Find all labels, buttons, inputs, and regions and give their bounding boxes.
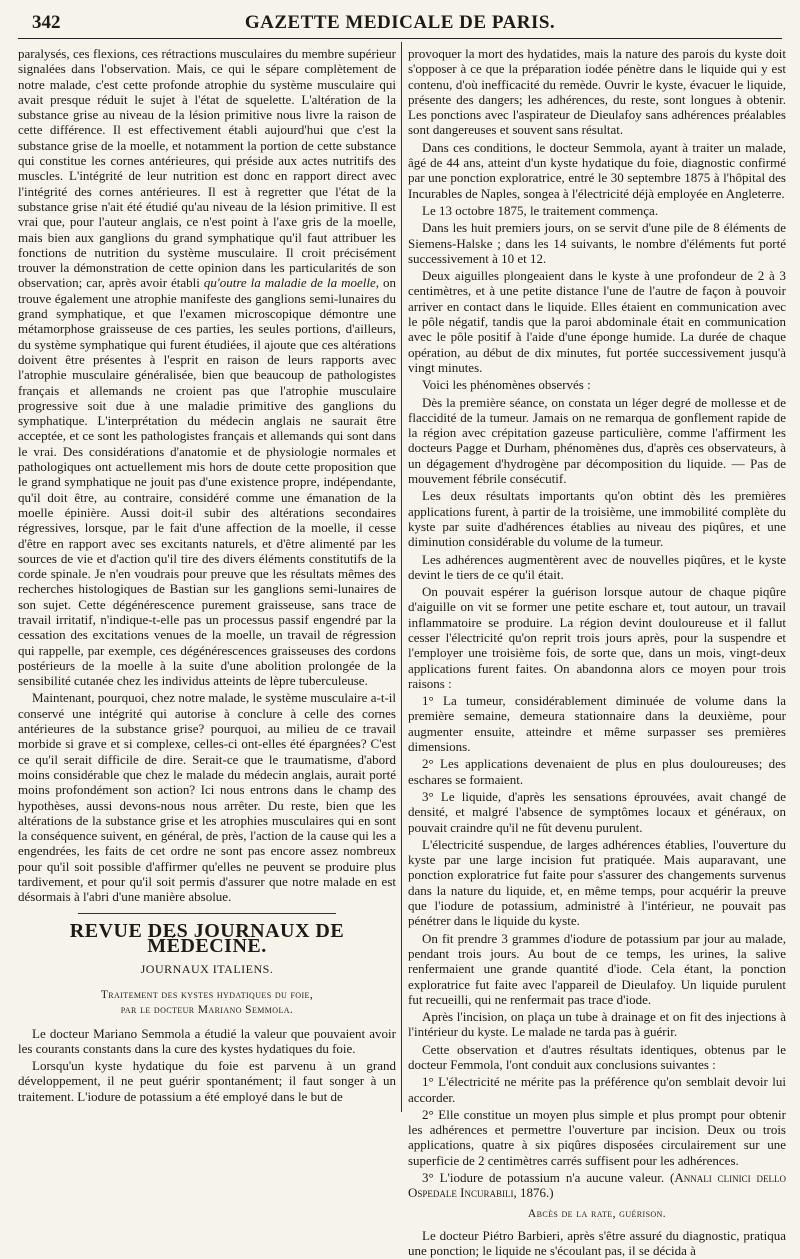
article-paragraph: On pouvait espérer la guérison lorsque autour de chaque piqûre d'aiguille on vit se former une petite eschare et, tout autour, un travail inflammatoire se produire. La région devint douloureuse et il fallut cesser l'électricité qu'on reprit trois jours après, pour la suspendre et l'employer une troisième fois, de sorte que, dans un mois, vingt-deux applications furent faites. On abandonna alors ce moyen pour trois raisons : [408,584,786,691]
article-paragraph: Dans ces conditions, le docteur Semmola, ayant à traiter un malade, âgé de 44 ans, atteint d'un kyste hydatique du foie, diagnostic confirmé par une ponction exploratrice, entré le 30 septembre 1875 à l'hôpital des Incurables de Naples, songea à l'électricité déjà employée en Angleterre. [408,139,786,201]
article-paragraph: Les adhérences augmentèrent avec de nouvelles piqûres, et le kyste devint le tiers de ce qu'il était. [408,551,786,582]
italic-quote: qu'outre la maladie de la moelle [203,275,376,291]
article-paragraph: L'électricité suspendue, de larges adhérences établies, l'ouverture du kyste par une large incision fut pratiquée. Mais auparavant, une ponction exploratrice fut faite pour s'assurer des changements survenus dans la nature du liquide, et, en même temps, pour acquérir la preuve que l'iodure de potassium, administré à l'intérieur, ne pouvait pas pénétrer dans le liquide du kyste. [408,836,786,929]
left-column [18,46,396,1112]
section-subheading: JOURNAUX ITALIENS. [140,962,274,977]
right-column [408,46,786,1259]
article-title: Abcès de la rate, guérison. [527,1207,667,1220]
article-paragraph: Maintenant, pourquoi, chez notre malade, le système musculaire a-t-il conservé une intégrité qui autorise à conclure à celle des cornes antérieures de la substance grise? pourquoi, au milieu de ce travail morbide si grave et si complexe, celles-ci ont-elles été épargnées? C'est ce qu'il serait difficile de dire. Serait-ce que le traumatisme, d'abord moins considérable que chez le malade du médecin anglais, aurait porté moins profondément son action? Ici nous entrons dans le champ des hypothèses, aussi devons-nous nous arrêter. Du reste, bien que les altérations de la substance grise et les atrophies musculaires qui en sont la conséquence suivent, en général, de près, l'action de la cause qui les a engendrées, les faits de cet ordre ne sont pas encore assez nombreux pour qu'il soit possible d'affirmer qu'elles ne peuvent se produire plus tardivement, et pour qu'il soit permis d'assurer que notre malade en est désormais à l'abri d'une manière absolue. [18,690,396,905]
article-title: Traitement des kystes hydatiques du foie, par le docteur Mariano Semmola. [100,988,314,1016]
column-divider [401,42,402,1112]
journal-title: GAZETTE MEDICALE DE PARIS. [244,12,556,33]
article-paragraph: Après l'incision, on plaça un tube à drainage et on fit des injections à l'intérieur du kyste. Le malade ne tarda pas à guérir. [408,1009,786,1040]
article-paragraph: Le 13 octobre 1875, le traitement commença. [422,202,659,218]
article-paragraph: 2° Elle constitue un moyen plus simple et plus prompt pour obtenir les adhérences et permettre l'ouverture par incision. Deux ou trois applications, quatre à six piqûres disposées circulairement sur une superficie de 2 centimètres carrés suffisent pour les adhérences. [408,1106,786,1168]
article-paragraph: Cette observation et d'autres résultats identiques, obtenus par le docteur Femmola, l'ont conduit aux conclusions suivantes : [408,1041,786,1072]
section-title: REVUE DES JOURNAUX DE MÉDECINE. [69,919,345,957]
article-paragraph: 3° Le liquide, d'après les sensations éprouvées, avait changé de densité, et malgré l'absence de symptômes locaux et généraux, on pouvait craindre qu'il ne fût devenu purulent. [408,788,786,835]
article-paragraph: Dès la première séance, on constata un léger degré de mollesse et de flaccidité de la tumeur. Jamais on ne remarqua de gonflement rapide de la région avec crépitation gazeuse particulière, comme l'affirment les docteurs Pagge et Durham, phénomènes dus, d'après ces observateurs, à un dégagement d'hydrogène par décomposition du liquide. — Pas de mouvement fébrile consécutif. [408,394,786,487]
page-number: 342 [32,12,61,33]
article-paragraph: Le docteur Piétro Barbieri, après s'être assuré du diagnostic, pratiqua une ponction; le liquide ne s'écoulant pas, il se décida à [408,1227,786,1259]
page-header [18,10,782,39]
article-paragraph: provoquer la mort des hydatides, mais la nature des parois du kyste doit s'opposer à ce que la préparation iodée pénètre dans le liquide qui y est contenu, d'où inefficacité du remède. Ouvrir le kyste, évacuer le liquide, présente des dangers; les adhérences, du reste, sont longues à obtenir. Les ponctions avec l'aspirateur de Dieulafoy sans adhérences préalables sont dangereuses et souvent sans résultat. [408,46,786,138]
journal-citation: Annali clinici dello Ospedale Incurabili [408,1170,786,1201]
article-paragraph: Lorsqu'un kyste hydatique du foie est parvenu à un grand développement, il ne peut guérir spontanément; il faut songer à un traitement. L'iodure de potassium a été employé dans le but de [18,1058,396,1104]
article-paragraph: 2° Les applications devenaient de plus en plus douloureuses; des eschares se formaient. [408,756,786,787]
article-paragraph: Le docteur Mariano Semmola a étudié la valeur que pouvaient avoir les courants constants dans la cure des kystes hydatiques du foie. [18,1025,396,1056]
article-paragraph: paralysés, ces flexions, ces rétractions musculaires du membre supérieur signalées dans l'observation. Mais, ce qui le sépare complètement de notre malade, c'est cette profonde atrophie du système musculaire qui avait presque réduit le sujet à l'état de squelette. L'altération de la substance grise au niveau de la lésion primitive nous livre la raison de cette différence. Il est effectivement établi aujourd'hui que c'est la substance grise de la moelle, et notamment la portion de cette substance qui constitue les cornes antérieures, qui préside aux actes nutritifs des muscles. L'intégrité de leur nutrition est donc en rapport direct avec l'intégrité des cornes antérieures. Il est à regretter que l'état de la substance grise n'ait été étudié qu'au niveau de la lésion primitive. Il est vrai que, pour l'auteur anglais, ce n'est point à l'axe gris de la moelle, mais bien aux ganglions du grand symphatique qu'il faut attribuer les fonctions de nutrition du système musculaire. Il croit précisément trouver la démonstration de cette opinion dans les particularités de son observation; car, après avoir établi qu'outre la maladie de la moelle, on trouve également une atrophie manifeste des ganglions semi-lunaires du grand symphatique, et que l'examen microscopique démontre une métamorphose graisseuse de ces parties, les seules portions, d'ailleurs, du système symphatique qui furent étudiées, il ajoute que ces altérations doivent être présentes à l'esprit en raison de leurs rapports avec l'atrophie musculaire généralisée, bien que beaucoup de pathologistes français et allemands ne croient pas que l'atrophie musculaire progressive soit due à une maladie primitive des ganglions du symphatique. L'interprétation du médecin anglais ne saurait être acceptée, et ce sont les pathologistes français et allemands qui sont dans le vrai. Des considérations d'anatomie et de physiologie normales et pathologiques ont actuellement mis hors de doute cette proposition que le grand symphatique ne jouit pas d'une existence propre, indépendante, qu'il doit être, au contraire, considéré comme une émanation de la moelle épinière. Aussi doit-il subir des altérations secondaires régressives, lorsque, par le fait d'une affection de la moelle, il cesse d'être en rapport avec ses excitants naturels, et d'être alimenté par les sources de vie et d'action qu'il tire des divers éléments constitutifs de la corde spinale. Je n'en voudrais pour preuve que les résultats mêmes des recherches histologiques de Bastian sur les ganglions semi-lunaires de son sujet. Cette dégénérescence purement graisseuse, sans trace de travail irritatif, n'indique-t-elle pas un processus passif engendré par la cessation des excitations venues de la moelle, un travail de régression qui rappelle, par exemple, ces dégénérescences graisseuses des cordons postérieurs de la moelle à la suite d'une abolition prolongée de la sensibilité cutanée chez les individus atteints de lèpre tuberculeuse. [18,46,396,689]
article-paragraph: 3° L'iodure de potassium n'a aucune valeur. (Annali clinici dello Ospedale Incurabili, 1876.) [408,1170,786,1201]
article-paragraph: Les deux résultats importants qu'on obtint dès les premières applications furent, à partir de la troisième, une immobilité complète du kyste par suite d'adhérences établies au niveau des piqûres, et une diminution considérable du volume de la tumeur. [408,488,786,550]
section-divider [78,913,336,914]
article-paragraph: On fit prendre 3 grammes d'iodure de potassium par jour au malade, pendant trois jours. Au bout de ce temps, les urines, la salive renfermaient une grande quantité d'iode. Cela étant, la ponction exploratrice fut faite avec l'appareil de Dieulafoy. Un liquide purulent fut recueilli, qui ne renfermait pas trace d'iode. [408,930,786,1007]
article-paragraph: Dans les huit premiers jours, on se servit d'une pile de 8 éléments de Siemens-Halske ; dans les 14 suivants, le nombre d'éléments fut porté successivement à 10 et 12. [408,220,786,266]
article-paragraph: Deux aiguilles plongeaient dans le kyste à une profondeur de 2 à 3 centimètres, et à une petite distance l'une de l'autre de façon à pouvoir arriver en contact dans le liquide. Elles étaient en communication avec le pôle négatif, tandis que la paroi abdominale était en communication avec le pôle positif à l'aide d'une éponge humide. La durée de chaque opération, au début de dix minutes, fut portée successivement jusqu'à vingt minutes. [408,268,786,375]
article-paragraph: 1° La tumeur, considérablement diminuée de volume dans la première semaine, demeura stationnaire dans la deuxième, pour augmenter ensuite, atteindre et même surpasser ses premières dimensions. [408,693,786,755]
article-paragraph: Voici les phénomènes observés : [422,377,591,393]
article-paragraph: 1° L'électricité ne mérite pas la préférence qu'on semblait devoir lui accorder. [408,1074,786,1105]
